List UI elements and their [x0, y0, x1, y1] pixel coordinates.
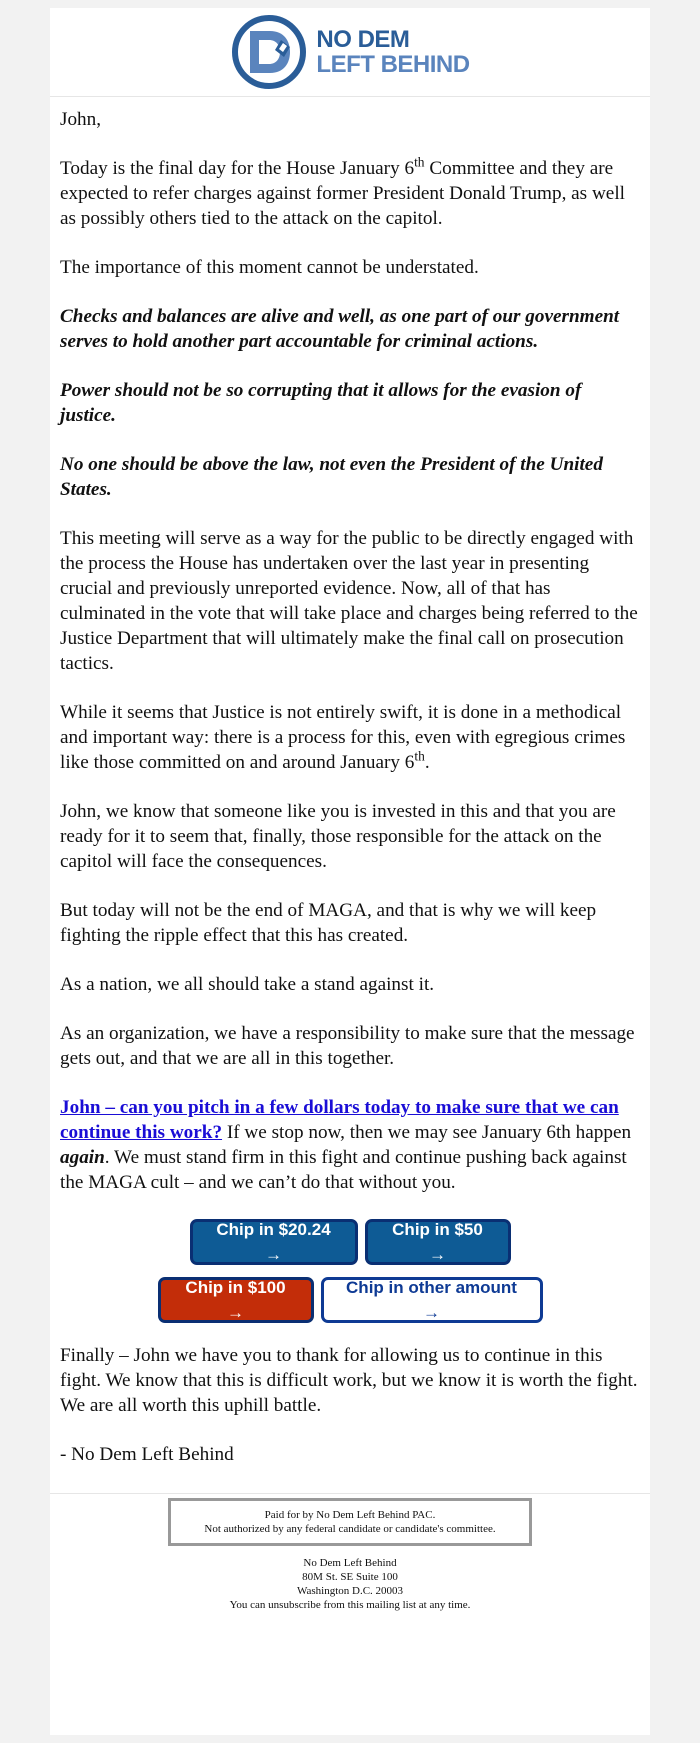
not-authorized-text: Not authorized by any federal candidate or candidate's committee. — [204, 1523, 496, 1535]
paragraph-6: This meeting will serve as a way for the public to be directly engaged with the process the House has undertaken over the last year in presenting crucial and previously unreported evidence. Now, all of that has culminated in the vote that will take place and charges being referred to the Justice Department that will ultimately make the final call on prosecution tactics. — [60, 528, 638, 674]
paragraph-1-sup: th — [414, 154, 425, 170]
donate-link[interactable]: John – can you pitch in a few dollars today to make sure that we can continue this work? — [60, 1097, 619, 1143]
d-logo-icon — [230, 13, 308, 91]
paragraph-4: Power should not be so corrupting that it allows for the evasion of justice. — [60, 380, 582, 426]
paragraph-7-text-end: . — [424, 752, 430, 773]
chip-2024-button[interactable]: Chip in $20.24 → — [190, 1219, 358, 1265]
paragraph-8: John, we know that someone like you is invested in this and that you are ready for it to seem that, finally, those responsible for the attack on the capitol will face the consequences. — [60, 801, 616, 872]
org-name: No Dem Left Behind — [303, 1557, 397, 1569]
footer-divider — [50, 1493, 650, 1494]
logo-line-1: NO DEM — [316, 26, 410, 53]
signoff: - No Dem Left Behind — [60, 1444, 234, 1465]
disclaimer-box — [168, 1498, 532, 1546]
email-card — [50, 8, 650, 1735]
paragraph-10: As a nation, we all should take a stand against it. — [60, 974, 435, 995]
paragraph-7-sup: th — [414, 748, 425, 764]
paragraph-3: Checks and balances are alive and well, as one part of our government serves to hold another part accountable for criminal actions. — [60, 306, 620, 352]
paragraph-7-text: While it seems that Justice is not entirely swift, it is done in a methodical and important way: there is a process for this, even with egregious crimes like those committed on and around January 6 — [60, 702, 626, 773]
logo-text — [316, 27, 469, 77]
paragraph-1-text: Today is the final day for the House January 6 — [60, 158, 415, 179]
city-address: Washington D.C. 20003 — [296, 1585, 404, 1597]
unsubscribe-text[interactable]: You can unsubscribe from this mailing list at any time. — [229, 1599, 471, 1611]
chip-50-button[interactable]: Chip in $50 → — [365, 1219, 511, 1265]
donation-row-1 — [60, 1219, 640, 1265]
logo[interactable] — [230, 13, 469, 91]
greeting: John, — [60, 109, 102, 130]
paragraph-13: Finally – John we have you to thank for allowing us to continue in this fight. We know that this is difficult work, but we know it is worth the fight. We are all worth this uphill battle. — [60, 1345, 638, 1416]
email-body — [50, 97, 650, 1467]
paragraph-12-emphasis: again — [60, 1147, 105, 1168]
paragraph-12-text: If we stop now, then we may see January 6th happen — [222, 1122, 632, 1143]
paragraph-1 — [60, 156, 640, 231]
paragraph-9: But today will not be the end of MAGA, and that is why we will keep fighting the ripple effect that this has created. — [60, 900, 597, 946]
paragraph-1-text-end: Committee and they are expected to refer charges against former President Donald Trump, as well as possibly others tied to the attack on the capitol. — [60, 158, 625, 229]
donation-buttons — [60, 1219, 640, 1323]
mailing-address — [50, 1556, 650, 1612]
paragraph-7 — [60, 700, 640, 775]
email-header — [50, 8, 650, 97]
paragraph-2: The importance of this moment cannot be understated. — [60, 257, 479, 278]
chip-other-amount-button[interactable]: Chip in other amount → — [321, 1277, 543, 1323]
chip-100-button[interactable]: Chip in $100 → — [158, 1277, 314, 1323]
logo-line-2: LEFT BEHIND — [316, 51, 470, 78]
paragraph-11: As an organization, we have a responsibility to make sure that the message gets out, and that we are all in this together. — [60, 1023, 635, 1069]
paid-for-text: Paid for by No Dem Left Behind PAC. — [264, 1509, 436, 1521]
street-address: 80M St. SE Suite 100 — [302, 1571, 398, 1583]
paragraph-12-text-end: . We must stand firm in this fight and continue pushing back against the MAGA cult – and we can’t do that without you. — [60, 1147, 627, 1193]
paragraph-12 — [60, 1095, 640, 1195]
donation-row-2 — [60, 1277, 640, 1323]
paragraph-5: No one should be above the law, not even the President of the United States. — [60, 454, 603, 500]
